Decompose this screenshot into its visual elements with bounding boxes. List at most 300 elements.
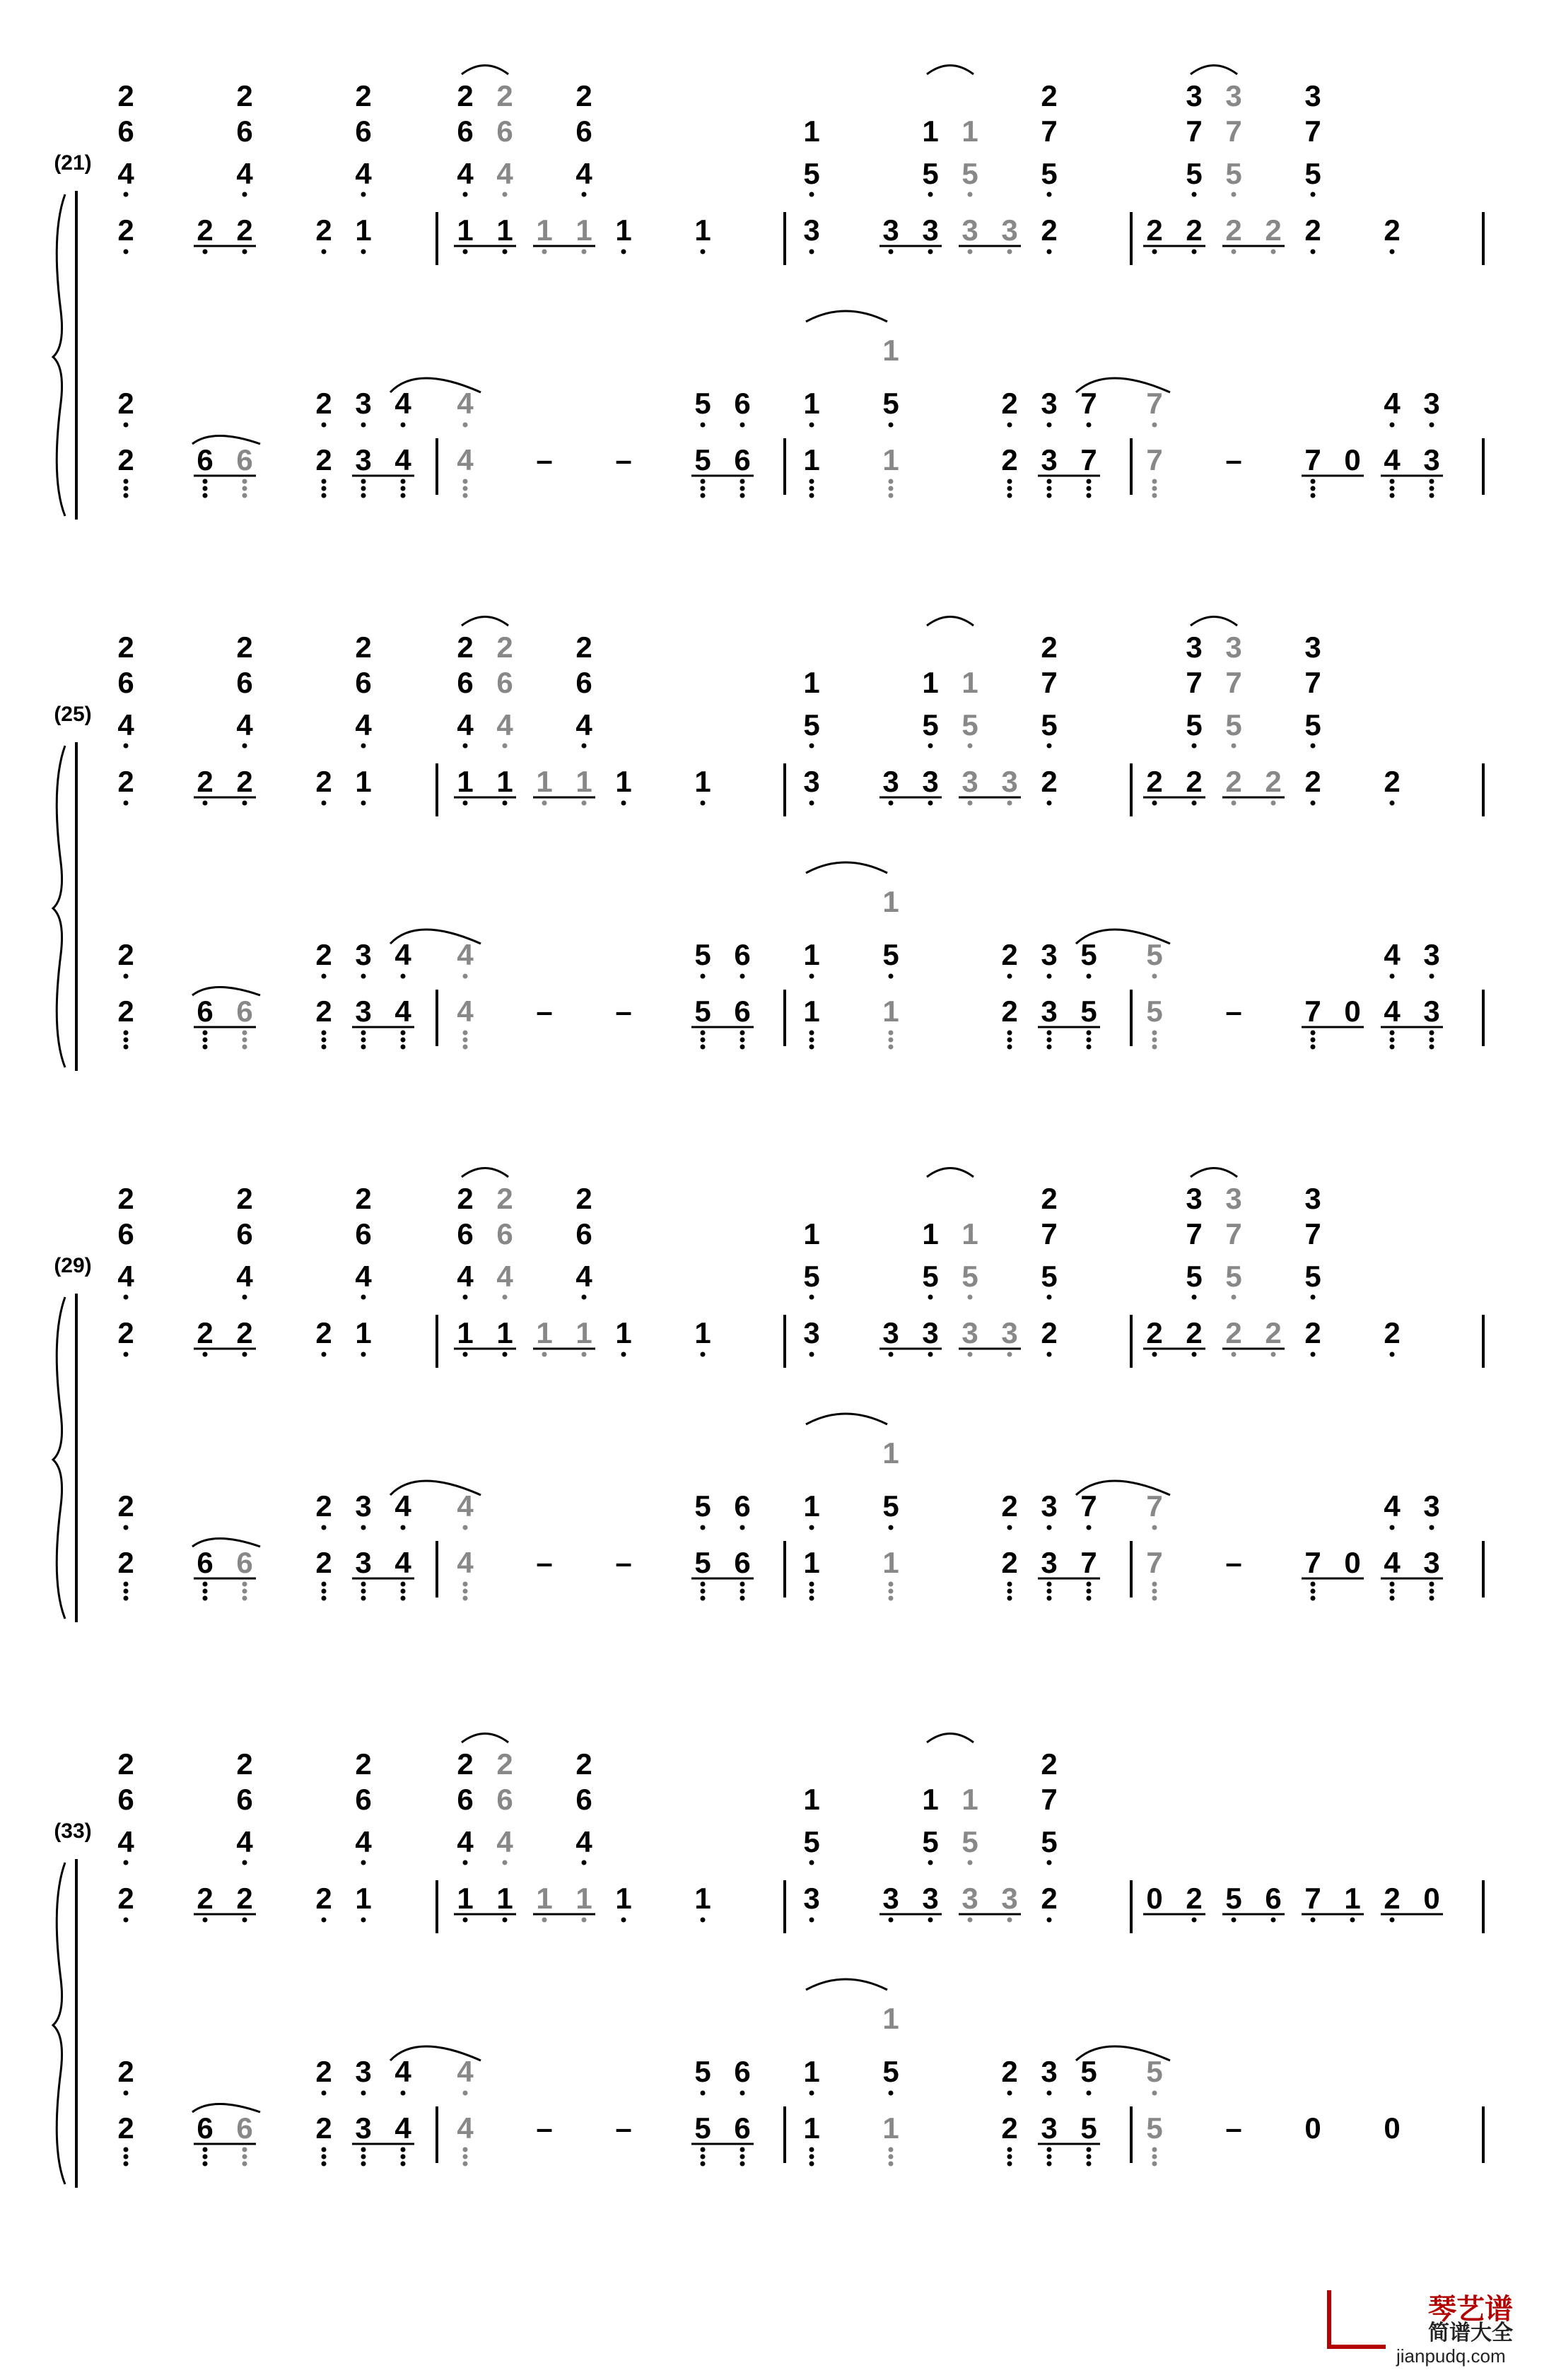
octave-dot bbox=[1192, 1295, 1197, 1300]
melody-note: 2 bbox=[117, 1882, 134, 1915]
bass-note: 4 bbox=[394, 995, 411, 1028]
chord-note: 7 bbox=[1041, 666, 1058, 699]
octave-dot bbox=[1390, 1045, 1395, 1050]
octave-dot bbox=[401, 423, 406, 428]
octave-dot bbox=[1152, 486, 1157, 491]
melody-note: 3 bbox=[961, 1882, 978, 1915]
bass-note: 6 bbox=[197, 443, 214, 476]
chord-note: 2 bbox=[236, 631, 253, 664]
chord-note: 4 bbox=[355, 1260, 372, 1293]
bass-note: 0 bbox=[1304, 2111, 1321, 2145]
chord-note: 6 bbox=[117, 115, 134, 148]
octave-dot bbox=[1311, 250, 1316, 254]
bass-note: 6 bbox=[236, 1546, 253, 1579]
octave-dot bbox=[401, 486, 406, 491]
bass-note: 5 bbox=[1080, 995, 1097, 1028]
octave-dot bbox=[242, 1045, 247, 1050]
chord-note: 5 bbox=[922, 157, 939, 190]
chord-note: 6 bbox=[236, 1783, 253, 1816]
octave-dot bbox=[582, 744, 587, 749]
octave-dot bbox=[889, 486, 894, 491]
octave-dot bbox=[124, 250, 129, 254]
melody-note: 1 bbox=[575, 213, 592, 247]
bass-note: 4 bbox=[394, 2111, 411, 2145]
chord-note: 1 bbox=[803, 115, 820, 148]
melody-note: 2 bbox=[236, 213, 253, 247]
chord-note: 7 bbox=[1225, 666, 1242, 699]
octave-dot bbox=[889, 2155, 894, 2159]
lower-upper-note: 5 bbox=[1080, 2055, 1097, 2088]
octave-dot bbox=[740, 1031, 745, 1036]
octave-dot bbox=[1390, 486, 1395, 491]
octave-dot bbox=[701, 1045, 706, 1050]
lower-upper-note: 4 bbox=[394, 1489, 411, 1523]
melody-note: 1 bbox=[536, 213, 553, 247]
chord-note: 4 bbox=[236, 708, 253, 741]
chord-note: 3 bbox=[1304, 79, 1321, 112]
octave-dot bbox=[1232, 1295, 1237, 1300]
octave-dot bbox=[1152, 1045, 1157, 1050]
chord-note: 4 bbox=[457, 1260, 474, 1293]
melody-note: 2 bbox=[1384, 1316, 1401, 1349]
octave-dot bbox=[361, 974, 366, 979]
octave-dot bbox=[889, 801, 894, 806]
grace-note: 1 bbox=[882, 1436, 899, 1470]
octave-dot bbox=[1152, 2162, 1157, 2167]
octave-dot bbox=[582, 801, 587, 806]
octave-dot bbox=[242, 1031, 247, 1036]
lower-upper-note: 3 bbox=[1423, 1489, 1440, 1523]
octave-dot bbox=[701, 493, 706, 498]
bass-note: 6 bbox=[734, 2111, 751, 2145]
bass-note: 4 bbox=[394, 1546, 411, 1579]
octave-dot bbox=[889, 2162, 894, 2167]
melody-note: 1 bbox=[457, 765, 474, 798]
octave-dot bbox=[401, 2155, 406, 2159]
chord-note: 6 bbox=[236, 666, 253, 699]
octave-dot bbox=[124, 1582, 129, 1587]
bass-note: 6 bbox=[236, 995, 253, 1028]
octave-dot bbox=[809, 1031, 814, 1036]
lower-upper-note: 5 bbox=[1146, 938, 1163, 971]
octave-dot bbox=[463, 2091, 468, 2096]
chord-note: 2 bbox=[117, 1182, 134, 1215]
octave-dot bbox=[322, 2147, 327, 2152]
melody-note: 3 bbox=[922, 1882, 939, 1915]
octave-dot bbox=[322, 2091, 327, 2096]
octave-dot bbox=[1047, 1589, 1052, 1594]
octave-dot bbox=[582, 1352, 587, 1357]
chord-note: 6 bbox=[575, 1217, 592, 1250]
chord-note: 3 bbox=[1186, 79, 1203, 112]
octave-dot bbox=[928, 1918, 933, 1923]
chord-note: 2 bbox=[355, 1182, 372, 1215]
octave-dot bbox=[1087, 2155, 1092, 2159]
lower-upper-note: 1 bbox=[803, 387, 820, 420]
octave-dot bbox=[968, 1295, 973, 1300]
octave-dot bbox=[1390, 801, 1395, 806]
octave-dot bbox=[968, 801, 973, 806]
bass-note: 2 bbox=[315, 443, 332, 476]
bass-note: 7 bbox=[1304, 443, 1321, 476]
octave-dot bbox=[203, 1031, 208, 1036]
bass-note: 4 bbox=[457, 2111, 474, 2145]
octave-dot bbox=[463, 1295, 468, 1300]
melody-note: 3 bbox=[1001, 1316, 1018, 1349]
bass-note: 6 bbox=[197, 2111, 214, 2145]
octave-dot bbox=[1047, 1860, 1052, 1865]
bass-note: 4 bbox=[1384, 443, 1401, 476]
octave-dot bbox=[1152, 2155, 1157, 2159]
octave-dot bbox=[242, 479, 247, 484]
melody-note: 3 bbox=[922, 1316, 939, 1349]
chord-note: 4 bbox=[355, 1825, 372, 1858]
bass-note: – bbox=[615, 995, 632, 1028]
lower-upper-note: 5 bbox=[882, 2055, 899, 2088]
chord-note: 6 bbox=[117, 1783, 134, 1816]
melody-note: 6 bbox=[1265, 1882, 1282, 1915]
bass-note: 7 bbox=[1304, 995, 1321, 1028]
bass-note: 2 bbox=[117, 443, 134, 476]
octave-dot bbox=[463, 1596, 468, 1601]
octave-dot bbox=[1192, 192, 1197, 197]
octave-dot bbox=[361, 1045, 366, 1050]
octave-dot bbox=[1152, 2147, 1157, 2152]
melody-note: 2 bbox=[1041, 213, 1058, 247]
chord-note: 2 bbox=[1041, 1182, 1058, 1215]
melody-note: 5 bbox=[1225, 1882, 1242, 1915]
lower-upper-note: 2 bbox=[315, 387, 332, 420]
octave-dot bbox=[203, 250, 208, 254]
chord-note: 1 bbox=[922, 1783, 939, 1816]
chord-note: 1 bbox=[961, 1217, 978, 1250]
octave-dot bbox=[1430, 974, 1434, 979]
lower-upper-note: 3 bbox=[355, 2055, 372, 2088]
octave-dot bbox=[1232, 1918, 1237, 1923]
octave-dot bbox=[463, 1031, 468, 1036]
bass-note: 7 bbox=[1146, 1546, 1163, 1579]
bass-note: 5 bbox=[1146, 995, 1163, 1028]
octave-dot bbox=[1390, 423, 1395, 428]
bass-note: 3 bbox=[355, 2111, 372, 2145]
octave-dot bbox=[1007, 493, 1012, 498]
octave-dot bbox=[1007, 1589, 1012, 1594]
octave-dot bbox=[203, 1589, 208, 1594]
brace bbox=[53, 746, 65, 1067]
bass-note: 2 bbox=[1001, 443, 1018, 476]
chord-note: 4 bbox=[117, 1825, 134, 1858]
melody-note: 1 bbox=[457, 1882, 474, 1915]
octave-dot bbox=[889, 493, 894, 498]
chord-note: 2 bbox=[496, 1182, 513, 1215]
melody-note: 3 bbox=[922, 213, 939, 247]
octave-dot bbox=[1007, 250, 1012, 254]
octave-dot bbox=[809, 1295, 814, 1300]
watermark-brand: 琴艺谱 bbox=[1428, 2294, 1513, 2325]
melody-note: 1 bbox=[355, 1882, 372, 1915]
octave-dot bbox=[1192, 744, 1197, 749]
octave-dot bbox=[809, 1525, 814, 1530]
chord-note: 5 bbox=[1186, 708, 1203, 741]
octave-dot bbox=[124, 1589, 129, 1594]
lower-upper-note: 4 bbox=[394, 938, 411, 971]
octave-dot bbox=[1430, 1596, 1434, 1601]
melody-note: 1 bbox=[694, 1882, 711, 1915]
chord-note: 6 bbox=[457, 115, 474, 148]
octave-dot bbox=[1047, 1525, 1052, 1530]
chord-note: 4 bbox=[575, 1825, 592, 1858]
chord-note: 6 bbox=[457, 666, 474, 699]
octave-dot bbox=[809, 1918, 814, 1923]
octave-dot bbox=[401, 493, 406, 498]
octave-dot bbox=[542, 1918, 547, 1923]
octave-dot bbox=[1152, 423, 1157, 428]
watermark-url: jianpudq.com bbox=[1396, 2345, 1506, 2367]
melody-note: 2 bbox=[117, 213, 134, 247]
lower-upper-note: 4 bbox=[1384, 1489, 1401, 1523]
bass-note: 4 bbox=[1384, 995, 1401, 1028]
octave-dot bbox=[322, 2162, 327, 2167]
tie bbox=[927, 617, 974, 626]
octave-dot bbox=[242, 1295, 247, 1300]
octave-dot bbox=[1047, 2091, 1052, 2096]
chord-note: 5 bbox=[803, 1260, 820, 1293]
octave-dot bbox=[322, 1589, 327, 1594]
melody-note: 1 bbox=[457, 1316, 474, 1349]
octave-dot bbox=[889, 250, 894, 254]
octave-dot bbox=[889, 1031, 894, 1036]
tie bbox=[927, 1168, 974, 1178]
melody-note: 1 bbox=[355, 765, 372, 798]
octave-dot bbox=[1007, 423, 1012, 428]
chord-note: 5 bbox=[922, 1260, 939, 1293]
lower-upper-note: 3 bbox=[1041, 938, 1058, 971]
octave-dot bbox=[1311, 479, 1316, 484]
chord-note: 2 bbox=[457, 1182, 474, 1215]
octave-dot bbox=[809, 1860, 814, 1865]
octave-dot bbox=[701, 423, 706, 428]
octave-dot bbox=[361, 1295, 366, 1300]
octave-dot bbox=[124, 486, 129, 491]
octave-dot bbox=[809, 493, 814, 498]
melody-note: 3 bbox=[882, 213, 899, 247]
melody-note: 2 bbox=[1041, 765, 1058, 798]
octave-dot bbox=[1087, 479, 1092, 484]
chord-note: 3 bbox=[1304, 631, 1321, 664]
melody-note: 2 bbox=[1304, 1316, 1321, 1349]
octave-dot bbox=[1087, 1582, 1092, 1587]
octave-dot bbox=[542, 1352, 547, 1357]
octave-dot bbox=[1007, 1045, 1012, 1050]
bass-note: 6 bbox=[734, 443, 751, 476]
octave-dot bbox=[463, 493, 468, 498]
octave-dot bbox=[463, 1918, 468, 1923]
octave-dot bbox=[1152, 1582, 1157, 1587]
octave-dot bbox=[1047, 1045, 1052, 1050]
octave-dot bbox=[1390, 1582, 1395, 1587]
octave-dot bbox=[889, 1038, 894, 1043]
octave-dot bbox=[1271, 801, 1276, 806]
octave-dot bbox=[740, 486, 745, 491]
octave-dot bbox=[361, 423, 366, 428]
octave-dot bbox=[1152, 974, 1157, 979]
bass-note: 1 bbox=[882, 1546, 899, 1579]
chord-note: 1 bbox=[961, 1783, 978, 1816]
chord-note: 5 bbox=[922, 708, 939, 741]
octave-dot bbox=[401, 1589, 406, 1594]
lower-upper-note: 4 bbox=[394, 2055, 411, 2088]
octave-dot bbox=[1311, 1582, 1316, 1587]
octave-dot bbox=[809, 423, 814, 428]
chord-note: 7 bbox=[1225, 115, 1242, 148]
measure-number: (21) bbox=[54, 151, 92, 175]
melody-note: 3 bbox=[803, 1882, 820, 1915]
chord-note: 4 bbox=[575, 157, 592, 190]
octave-dot bbox=[701, 486, 706, 491]
melody-note: 1 bbox=[694, 1316, 711, 1349]
melody-note: 2 bbox=[1304, 765, 1321, 798]
octave-dot bbox=[1047, 493, 1052, 498]
octave-dot bbox=[809, 1038, 814, 1043]
bass-note: 1 bbox=[803, 1546, 820, 1579]
chord-note: 4 bbox=[496, 1260, 513, 1293]
octave-dot bbox=[1232, 192, 1237, 197]
lower-upper-note: 4 bbox=[457, 2055, 474, 2088]
bass-note: 7 bbox=[1146, 443, 1163, 476]
tie bbox=[462, 617, 508, 626]
octave-dot bbox=[361, 486, 366, 491]
octave-dot bbox=[242, 1860, 247, 1865]
melody-note: 7 bbox=[1304, 1882, 1321, 1915]
chord-note: 6 bbox=[457, 1217, 474, 1250]
lower-upper-note: 6 bbox=[734, 1489, 751, 1523]
bass-note: 4 bbox=[457, 995, 474, 1028]
chord-note: 6 bbox=[575, 115, 592, 148]
chord-note: 2 bbox=[575, 79, 592, 112]
octave-dot bbox=[968, 1918, 973, 1923]
octave-dot bbox=[203, 1352, 208, 1357]
chord-note: 5 bbox=[1041, 157, 1058, 190]
lower-upper-note: 1 bbox=[803, 938, 820, 971]
octave-dot bbox=[740, 423, 745, 428]
bass-note: 6 bbox=[197, 1546, 214, 1579]
octave-dot bbox=[1087, 1525, 1092, 1530]
octave-dot bbox=[1047, 423, 1052, 428]
melody-note: 1 bbox=[355, 1316, 372, 1349]
octave-dot bbox=[1007, 1352, 1012, 1357]
chord-note: 2 bbox=[1041, 79, 1058, 112]
melody-note: 2 bbox=[197, 1316, 214, 1349]
octave-dot bbox=[1047, 250, 1052, 254]
octave-dot bbox=[809, 2147, 814, 2152]
chord-note: 1 bbox=[961, 666, 978, 699]
octave-dot bbox=[1311, 1596, 1316, 1601]
octave-dot bbox=[1390, 1525, 1395, 1530]
octave-dot bbox=[322, 1525, 327, 1530]
chord-note: 2 bbox=[457, 1747, 474, 1781]
octave-dot bbox=[463, 1352, 468, 1357]
octave-dot bbox=[401, 2147, 406, 2152]
octave-dot bbox=[322, 423, 327, 428]
chord-note: 7 bbox=[1041, 1217, 1058, 1250]
octave-dot bbox=[124, 2162, 129, 2167]
octave-dot bbox=[361, 801, 366, 806]
chord-note: 1 bbox=[803, 1783, 820, 1816]
chord-note: 6 bbox=[496, 1783, 513, 1816]
melody-note: 2 bbox=[1384, 765, 1401, 798]
octave-dot bbox=[701, 974, 706, 979]
octave-dot bbox=[361, 192, 366, 197]
bass-note: 0 bbox=[1344, 1546, 1361, 1579]
octave-dot bbox=[889, 2091, 894, 2096]
melody-note: 2 bbox=[236, 1882, 253, 1915]
octave-dot bbox=[1087, 1038, 1092, 1043]
octave-dot bbox=[463, 2147, 468, 2152]
melody-note: 3 bbox=[882, 1316, 899, 1349]
melody-note: 1 bbox=[694, 765, 711, 798]
melody-note: 3 bbox=[961, 213, 978, 247]
chord-note: 2 bbox=[355, 79, 372, 112]
melody-note: 3 bbox=[803, 213, 820, 247]
octave-dot bbox=[463, 744, 468, 749]
tie bbox=[927, 1734, 974, 1743]
chord-note: 2 bbox=[496, 1747, 513, 1781]
bass-note: 4 bbox=[457, 1546, 474, 1579]
octave-dot bbox=[401, 2162, 406, 2167]
octave-dot bbox=[322, 1596, 327, 1601]
octave-dot bbox=[1047, 1038, 1052, 1043]
octave-dot bbox=[203, 801, 208, 806]
octave-dot bbox=[401, 1045, 406, 1050]
chord-note: 5 bbox=[922, 1825, 939, 1858]
octave-dot bbox=[1047, 2155, 1052, 2159]
octave-dot bbox=[928, 192, 933, 197]
octave-dot bbox=[401, 1031, 406, 1036]
melody-note: 1 bbox=[496, 213, 513, 247]
melody-note: 2 bbox=[1304, 213, 1321, 247]
octave-dot bbox=[928, 250, 933, 254]
octave-dot bbox=[740, 1038, 745, 1043]
octave-dot bbox=[1007, 801, 1012, 806]
lower-upper-note: 2 bbox=[117, 2055, 134, 2088]
octave-dot bbox=[809, 1045, 814, 1050]
tie bbox=[1191, 1168, 1237, 1178]
octave-dot bbox=[503, 250, 508, 254]
octave-dot bbox=[1007, 1038, 1012, 1043]
octave-dot bbox=[242, 1352, 247, 1357]
octave-dot bbox=[1192, 1918, 1197, 1923]
chord-note: 5 bbox=[803, 157, 820, 190]
chord-note: 6 bbox=[496, 666, 513, 699]
octave-dot bbox=[621, 801, 626, 806]
octave-dot bbox=[322, 493, 327, 498]
octave-dot bbox=[809, 250, 814, 254]
melody-note: 1 bbox=[457, 213, 474, 247]
chord-note: 2 bbox=[117, 631, 134, 664]
octave-dot bbox=[322, 1918, 327, 1923]
chord-note: 4 bbox=[236, 157, 253, 190]
melody-note: 2 bbox=[1041, 1316, 1058, 1349]
octave-dot bbox=[701, 1582, 706, 1587]
octave-dot bbox=[809, 974, 814, 979]
lower-upper-note: 6 bbox=[734, 938, 751, 971]
octave-dot bbox=[1390, 1596, 1395, 1601]
octave-dot bbox=[463, 2155, 468, 2159]
chord-note: 5 bbox=[961, 708, 978, 741]
octave-dot bbox=[124, 493, 129, 498]
octave-dot bbox=[401, 1582, 406, 1587]
chord-note: 4 bbox=[575, 1260, 592, 1293]
